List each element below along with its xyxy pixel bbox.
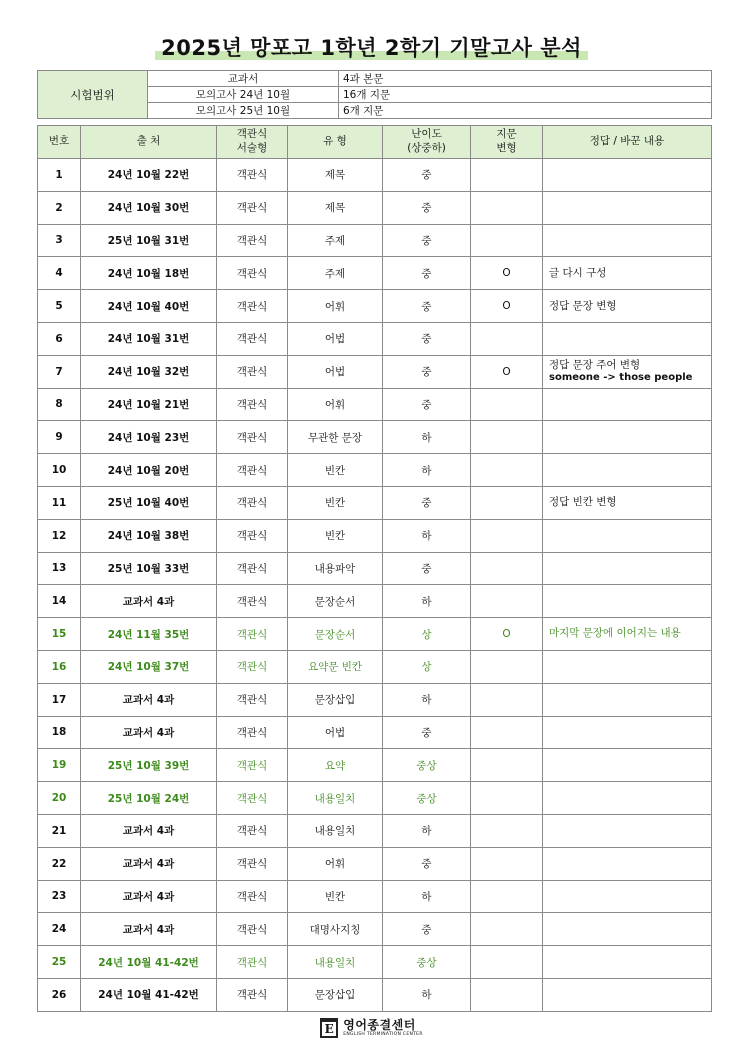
- question-difficulty: 중상: [383, 946, 471, 979]
- question-no: 15: [38, 618, 81, 651]
- question-type: 대명사지칭: [288, 913, 383, 946]
- passage-changed-mark: [471, 224, 543, 257]
- question-source: 24년 10월 41-42번: [81, 946, 217, 979]
- question-type: 문장삽입: [288, 978, 383, 1011]
- question-difficulty: 하: [383, 683, 471, 716]
- passage-changed-mark: [471, 552, 543, 585]
- question-difficulty: 상: [383, 650, 471, 683]
- passage-changed-mark: [471, 716, 543, 749]
- question-format: 객관식: [217, 290, 288, 323]
- question-note: [543, 486, 712, 519]
- question-source: 24년 10월 31번: [81, 322, 217, 355]
- question-source: 24년 10월 23번: [81, 421, 217, 454]
- header-no: 번호: [38, 126, 81, 159]
- question-source: 24년 10월 30번: [81, 191, 217, 224]
- question-difficulty: 중: [383, 191, 471, 224]
- question-format: 객관식: [217, 814, 288, 847]
- question-type: 어법: [288, 355, 383, 388]
- question-source: 24년 10월 41-42번: [81, 978, 217, 1011]
- question-no: 4: [38, 257, 81, 290]
- range-source: 모의고사 25년 10월: [148, 103, 339, 119]
- question-difficulty: 중: [383, 552, 471, 585]
- question-no: 14: [38, 585, 81, 618]
- title-text: 2025년 망포고 1학년 2학기 기말고사 분석: [155, 36, 588, 60]
- question-type: 내용일치: [288, 814, 383, 847]
- question-source: 24년 10월 18번: [81, 257, 217, 290]
- passage-changed-mark: [471, 814, 543, 847]
- question-type: 주제: [288, 224, 383, 257]
- question-type: 문장순서: [288, 618, 383, 651]
- question-type: 내용일치: [288, 782, 383, 815]
- question-source: 교과서 4과: [81, 814, 217, 847]
- question-format: 객관식: [217, 159, 288, 192]
- question-difficulty: 하: [383, 880, 471, 913]
- question-source: 교과서 4과: [81, 683, 217, 716]
- question-note: [543, 618, 712, 651]
- question-difficulty: 하: [383, 978, 471, 1011]
- passage-changed-mark: [471, 191, 543, 224]
- question-type: 문장삽입: [288, 683, 383, 716]
- range-value: 16개 지문: [339, 87, 712, 103]
- table-row: [38, 355, 712, 388]
- question-source: 교과서 4과: [81, 913, 217, 946]
- question-format: 객관식: [217, 946, 288, 979]
- question-type: 문장순서: [288, 585, 383, 618]
- question-format: 객관식: [217, 454, 288, 487]
- passage-changed-mark: [471, 913, 543, 946]
- question-note: [543, 322, 712, 355]
- question-format: 객관식: [217, 716, 288, 749]
- question-source: 24년 10월 37번: [81, 650, 217, 683]
- table-row: [38, 454, 712, 487]
- question-note: [543, 355, 712, 388]
- question-type: 주제: [288, 257, 383, 290]
- table-row: [38, 650, 712, 683]
- table-row: [38, 683, 712, 716]
- header-difficulty: [383, 126, 471, 159]
- question-difficulty: 하: [383, 585, 471, 618]
- question-no: 25: [38, 946, 81, 979]
- passage-changed-mark: [471, 322, 543, 355]
- question-no: 24: [38, 913, 81, 946]
- question-no: 9: [38, 421, 81, 454]
- question-type: 빈칸: [288, 880, 383, 913]
- question-format: 객관식: [217, 650, 288, 683]
- question-difficulty: 하: [383, 454, 471, 487]
- question-format: 객관식: [217, 519, 288, 552]
- question-source: 교과서 4과: [81, 880, 217, 913]
- question-no: 21: [38, 814, 81, 847]
- question-source: 24년 10월 38번: [81, 519, 217, 552]
- question-no: 13: [38, 552, 81, 585]
- question-note: [543, 716, 712, 749]
- passage-changed-mark: [471, 683, 543, 716]
- question-note: [543, 749, 712, 782]
- question-format: 객관식: [217, 585, 288, 618]
- question-no: 16: [38, 650, 81, 683]
- question-format: 객관식: [217, 847, 288, 880]
- table-row: [38, 946, 712, 979]
- question-source: 교과서 4과: [81, 585, 217, 618]
- header-source: 출 처: [81, 126, 217, 159]
- question-no: 18: [38, 716, 81, 749]
- question-type: 내용파악: [288, 552, 383, 585]
- table-row: [38, 388, 712, 421]
- question-note: [543, 847, 712, 880]
- question-no: 8: [38, 388, 81, 421]
- footer-logo: [0, 1018, 743, 1038]
- question-difficulty: 하: [383, 519, 471, 552]
- question-note: [543, 814, 712, 847]
- question-no: 6: [38, 322, 81, 355]
- question-type: 어휘: [288, 290, 383, 323]
- question-difficulty: 중상: [383, 782, 471, 815]
- question-note: [543, 913, 712, 946]
- question-no: 7: [38, 355, 81, 388]
- question-no: 11: [38, 486, 81, 519]
- question-type: 어휘: [288, 847, 383, 880]
- table-row: [38, 880, 712, 913]
- question-format: 객관식: [217, 388, 288, 421]
- question-type: 어휘: [288, 388, 383, 421]
- question-difficulty: 중: [383, 257, 471, 290]
- question-no: 23: [38, 880, 81, 913]
- header-difficulty-line1: 난이도: [411, 128, 442, 141]
- range-source: 모의고사 24년 10월: [148, 87, 339, 103]
- question-difficulty: 중: [383, 847, 471, 880]
- table-row: [38, 585, 712, 618]
- note-line-english: someone -> those people: [549, 371, 693, 383]
- question-type: 무관한 문장: [288, 421, 383, 454]
- table-row: [38, 978, 712, 1011]
- table-row: [38, 191, 712, 224]
- passage-changed-mark: [471, 454, 543, 487]
- question-format: 객관식: [217, 618, 288, 651]
- passage-changed-mark: [471, 519, 543, 552]
- question-format: 객관식: [217, 421, 288, 454]
- passage-changed-mark: [471, 585, 543, 618]
- question-source: 25년 10월 40번: [81, 486, 217, 519]
- range-label: 시험범위: [38, 71, 148, 119]
- question-source: 교과서 4과: [81, 716, 217, 749]
- question-source: 25년 10월 39번: [81, 749, 217, 782]
- logo-name-ko: 영어종결센터: [343, 1017, 416, 1032]
- question-source: 교과서 4과: [81, 847, 217, 880]
- header-format-line2: 서술형: [236, 142, 268, 154]
- question-difficulty: 중: [383, 388, 471, 421]
- question-format: 객관식: [217, 552, 288, 585]
- question-source: 24년 10월 21번: [81, 388, 217, 421]
- question-format: 객관식: [217, 257, 288, 290]
- question-source: 25년 10월 33번: [81, 552, 217, 585]
- question-type: 빈칸: [288, 486, 383, 519]
- question-note: [543, 552, 712, 585]
- range-source: 교과서: [148, 71, 339, 87]
- passage-changed-mark: O: [471, 618, 543, 651]
- question-difficulty: 중: [383, 322, 471, 355]
- question-type: 빈칸: [288, 519, 383, 552]
- question-note: [543, 454, 712, 487]
- table-row: [38, 749, 712, 782]
- table-row: [38, 814, 712, 847]
- table-row: [38, 716, 712, 749]
- question-note: [543, 224, 712, 257]
- question-no: 19: [38, 749, 81, 782]
- table-row: [38, 552, 712, 585]
- header-format-line1: 객관식: [236, 128, 268, 141]
- question-note: [543, 290, 712, 323]
- header-passage-changed: [471, 126, 543, 159]
- question-format: 객관식: [217, 782, 288, 815]
- question-type: 내용일치: [288, 946, 383, 979]
- question-no: 10: [38, 454, 81, 487]
- passage-changed-mark: [471, 782, 543, 815]
- passage-changed-mark: [471, 880, 543, 913]
- question-analysis-table: [37, 125, 712, 1012]
- passage-changed-mark: O: [471, 290, 543, 323]
- range-value: 6개 지문: [339, 103, 712, 119]
- header-note: 정답 / 바꾼 내용: [543, 126, 712, 159]
- question-note: [543, 585, 712, 618]
- question-note: [543, 421, 712, 454]
- question-format: 객관식: [217, 322, 288, 355]
- question-format: 객관식: [217, 978, 288, 1011]
- question-no: 22: [38, 847, 81, 880]
- table-row: [38, 847, 712, 880]
- question-note: [543, 159, 712, 192]
- passage-changed-mark: [471, 421, 543, 454]
- question-format: 객관식: [217, 191, 288, 224]
- note-line: 글 다시 구성: [549, 266, 607, 279]
- table-row: [38, 913, 712, 946]
- table-header-row: [38, 126, 712, 159]
- table-row: [38, 618, 712, 651]
- table-row: [38, 519, 712, 552]
- question-note: [543, 519, 712, 552]
- passage-changed-mark: [471, 978, 543, 1011]
- table-row: [38, 257, 712, 290]
- question-note: [543, 257, 712, 290]
- passage-changed-mark: [471, 388, 543, 421]
- table-row: [38, 486, 712, 519]
- question-no: 12: [38, 519, 81, 552]
- logo-name-en: ENGLISH TERMINATION CENTER: [343, 1031, 423, 1037]
- table-row: [38, 224, 712, 257]
- logo-mark-icon: E: [320, 1018, 338, 1038]
- passage-changed-mark: O: [471, 257, 543, 290]
- question-format: 객관식: [217, 880, 288, 913]
- question-no: 17: [38, 683, 81, 716]
- note-line: 정답 문장 주어 변형: [549, 358, 641, 371]
- question-source: 24년 10월 40번: [81, 290, 217, 323]
- question-difficulty: 중: [383, 159, 471, 192]
- table-row: [38, 782, 712, 815]
- passage-changed-mark: [471, 486, 543, 519]
- question-difficulty: 중상: [383, 749, 471, 782]
- question-format: 객관식: [217, 683, 288, 716]
- question-no: 3: [38, 224, 81, 257]
- question-type: 어법: [288, 322, 383, 355]
- question-no: 20: [38, 782, 81, 815]
- question-note: [543, 880, 712, 913]
- question-source: 24년 10월 20번: [81, 454, 217, 487]
- question-format: 객관식: [217, 355, 288, 388]
- table-row: [38, 322, 712, 355]
- header-passage-line2: 변형: [496, 142, 517, 154]
- note-line: 마지막 문장에 이어지는 내용: [549, 627, 681, 640]
- question-type: 요약문 빈칸: [288, 650, 383, 683]
- question-format: 객관식: [217, 224, 288, 257]
- question-difficulty: 중: [383, 355, 471, 388]
- question-no: 2: [38, 191, 81, 224]
- question-type: 요약: [288, 749, 383, 782]
- question-note: [543, 388, 712, 421]
- header-difficulty-line2: (상중하): [407, 142, 446, 154]
- question-note: [543, 191, 712, 224]
- table-row: [38, 421, 712, 454]
- question-source: 24년 10월 22번: [81, 159, 217, 192]
- question-note: [543, 782, 712, 815]
- question-type: 제목: [288, 191, 383, 224]
- question-note: [543, 946, 712, 979]
- range-row: [38, 71, 712, 87]
- header-type: 유 형: [288, 126, 383, 159]
- page-title: [0, 32, 743, 62]
- question-difficulty: 하: [383, 814, 471, 847]
- question-note: [543, 978, 712, 1011]
- question-difficulty: 중: [383, 224, 471, 257]
- passage-changed-mark: [471, 650, 543, 683]
- question-difficulty: 하: [383, 421, 471, 454]
- question-format: 객관식: [217, 913, 288, 946]
- question-source: 25년 10월 24번: [81, 782, 217, 815]
- question-type: 빈칸: [288, 454, 383, 487]
- question-difficulty: 중: [383, 913, 471, 946]
- question-source: 24년 11월 35번: [81, 618, 217, 651]
- note-line: 정답 빈칸 변형: [549, 496, 617, 509]
- table-row: [38, 159, 712, 192]
- question-rows: [38, 159, 712, 1012]
- range-value: 4과 본문: [339, 71, 712, 87]
- table-row: [38, 290, 712, 323]
- header-passage-line1: 지문: [496, 128, 517, 141]
- passage-changed-mark: [471, 946, 543, 979]
- question-source: 25년 10월 31번: [81, 224, 217, 257]
- question-format: 객관식: [217, 749, 288, 782]
- question-difficulty: 상: [383, 618, 471, 651]
- question-source: 24년 10월 32번: [81, 355, 217, 388]
- exam-range-table: [37, 70, 712, 119]
- question-no: 5: [38, 290, 81, 323]
- question-format: 객관식: [217, 486, 288, 519]
- question-difficulty: 중: [383, 716, 471, 749]
- note-line: 정답 문장 변형: [549, 299, 617, 312]
- passage-changed-mark: O: [471, 355, 543, 388]
- passage-changed-mark: [471, 159, 543, 192]
- passage-changed-mark: [471, 749, 543, 782]
- passage-changed-mark: [471, 847, 543, 880]
- question-difficulty: 중: [383, 290, 471, 323]
- question-note: [543, 650, 712, 683]
- header-format: [217, 126, 288, 159]
- question-difficulty: 중: [383, 486, 471, 519]
- question-no: 1: [38, 159, 81, 192]
- question-note: [543, 683, 712, 716]
- question-no: 26: [38, 978, 81, 1011]
- question-type: 제목: [288, 159, 383, 192]
- question-type: 어법: [288, 716, 383, 749]
